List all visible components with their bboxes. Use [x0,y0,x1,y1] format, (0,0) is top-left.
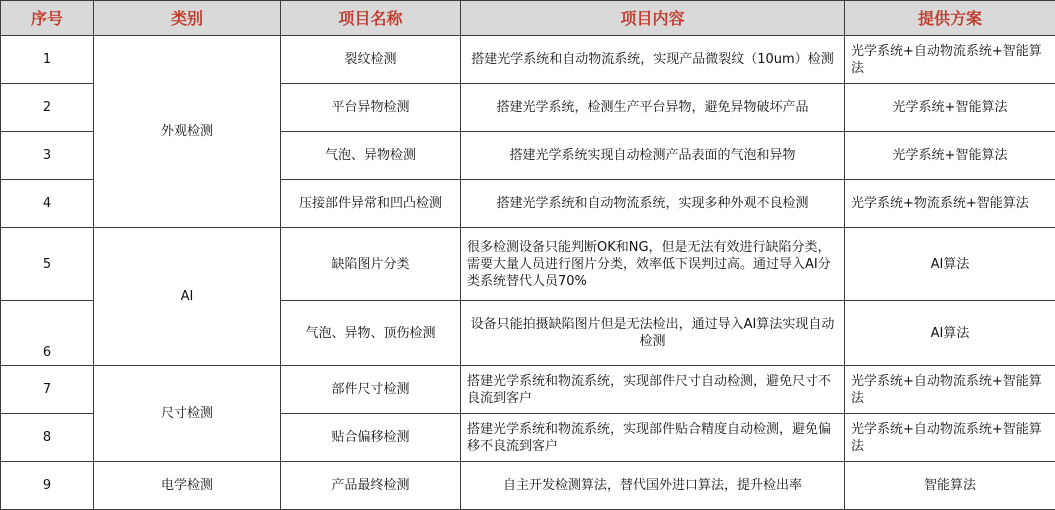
project-name: 气泡、异物、顶伤检测 [281,301,461,366]
category-cell: 外观检测 [94,36,281,228]
project-name: 部件尺寸检测 [281,366,461,414]
project-content: 搭建光学系统和自动物流系统，实现多种外观不良检测 [461,180,845,228]
row-no: 7 [1,366,94,414]
header-solution: 提供方案 [845,1,1055,36]
header-no: 序号 [1,1,94,36]
row-no: 4 [1,180,94,228]
table-row [1,462,1055,510]
solution: 智能算法 [845,462,1055,510]
header-row [1,1,1055,36]
project-content: 搭建光学系统，检测生产平台异物，避免异物破坏产品 [461,84,845,132]
solution: 光学系统+智能算法 [845,132,1055,180]
header-project-name: 项目名称 [281,1,461,36]
table-row [1,36,1055,84]
project-name: 裂纹检测 [281,36,461,84]
solution: 光学系统+自动物流系统+智能算法 [845,366,1055,414]
solution: 光学系统+智能算法 [845,84,1055,132]
solution: 光学系统+自动物流系统+智能算法 [845,414,1055,462]
row-no: 3 [1,132,94,180]
header-category: 类别 [94,1,281,36]
project-content: 搭建光学系统和物流系统，实现部件贴合精度自动检测，避免偏移不良流到客户 [461,414,845,462]
project-content: 搭建光学系统和自动物流系统，实现产品微裂纹（10um）检测 [461,36,845,84]
project-name: 平台异物检测 [281,84,461,132]
project-content: 搭建光学系统和物流系统，实现部件尺寸自动检测，避免尺寸不良流到客户 [461,366,845,414]
category-cell: AI [94,228,281,366]
project-name: 压接部件异常和凹凸检测 [281,180,461,228]
row-no: 5 [1,228,94,301]
category-cell: 电学检测 [94,462,281,510]
row-no: 2 [1,84,94,132]
category-cell: 尺寸检测 [94,366,281,462]
table-row [1,366,1055,414]
project-name: 贴合偏移检测 [281,414,461,462]
solution: 光学系统+自动物流系统+智能算法 [845,36,1055,84]
solution: AI算法 [845,228,1055,301]
header-project-content: 项目内容 [461,1,845,36]
row-no: 1 [1,36,94,84]
project-name: 产品最终检测 [281,462,461,510]
project-name: 气泡、异物检测 [281,132,461,180]
solution: AI算法 [845,301,1055,366]
row-no: 6 [1,301,94,366]
row-no: 8 [1,414,94,462]
solution: 光学系统+物流系统+智能算法 [845,180,1055,228]
project-content: 很多检测设备只能判断OK和NG，但是无法有效进行缺陷分类，需要大量人员进行图片分类，效率低下误判过高。通过导入AI分类系统替代人员70% [461,228,845,301]
project-content: 自主开发检测算法，替代国外进口算法，提升检出率 [461,462,845,510]
project-name: 缺陷图片分类 [281,228,461,301]
row-no: 9 [1,462,94,510]
project-content: 设备只能拍摄缺陷图片但是无法检出，通过导入AI算法实现自动检测 [461,301,845,366]
project-content: 搭建光学系统实现自动检测产品表面的气泡和异物 [461,132,845,180]
